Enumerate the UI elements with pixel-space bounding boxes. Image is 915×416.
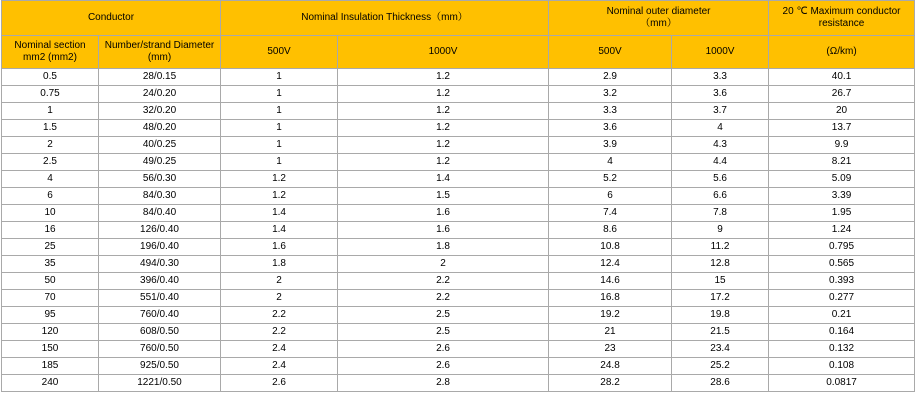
nominal-section-cell: 6 — [2, 188, 99, 205]
outer-diameter-1000v-cell: 21.5 — [672, 324, 769, 341]
outer-diameter-1000v-cell: 12.8 — [672, 256, 769, 273]
strand-diameter-cell: 28/0.15 — [99, 69, 221, 86]
strand-diameter-cell: 551/0.40 — [99, 290, 221, 307]
outer-diameter-1000v-cell: 17.2 — [672, 290, 769, 307]
nominal-section-cell: 70 — [2, 290, 99, 307]
outer-diameter-500v-cell: 16.8 — [549, 290, 672, 307]
strand-diameter-cell: 1221/0.50 — [99, 375, 221, 392]
insulation-500v-cell: 1 — [221, 69, 338, 86]
insulation-1000v-cell: 1.2 — [338, 154, 549, 171]
insulation-1000v-cell: 2.2 — [338, 290, 549, 307]
nominal-section-cell: 50 — [2, 273, 99, 290]
outer-diameter-500v-cell: 5.2 — [549, 171, 672, 188]
strand-diameter-cell: 40/0.25 — [99, 137, 221, 154]
nominal-section-cell: 4 — [2, 171, 99, 188]
nominal-section-cell: 0.5 — [2, 69, 99, 86]
resistance-header — [769, 1, 915, 36]
outer-diameter-500v-cell: 10.8 — [549, 239, 672, 256]
outer-diameter-1000v-cell: 28.6 — [672, 375, 769, 392]
table-row — [2, 154, 915, 171]
outer-diameter-500v-cell: 21 — [549, 324, 672, 341]
nominal-section-header-line1: Nominal section — [14, 40, 86, 51]
outer-diameter-1000v-cell: 11.2 — [672, 239, 769, 256]
strand-diameter-cell: 760/0.50 — [99, 341, 221, 358]
insulation-500v-cell: 1 — [221, 120, 338, 137]
strand-diameter-cell: 396/0.40 — [99, 273, 221, 290]
table-row — [2, 273, 915, 290]
nominal-section-cell: 16 — [2, 222, 99, 239]
outer-diameter-500v-cell: 23 — [549, 341, 672, 358]
insulation-500v-cell: 1 — [221, 137, 338, 154]
strand-diameter-cell: 48/0.20 — [99, 120, 221, 137]
table-row — [2, 120, 915, 137]
outer-diameter-1000v-cell: 3.7 — [672, 103, 769, 120]
nominal-section-cell: 1.5 — [2, 120, 99, 137]
table-row — [2, 171, 915, 188]
table-row — [2, 256, 915, 273]
table-row — [2, 324, 915, 341]
strand-diameter-cell: 196/0.40 — [99, 239, 221, 256]
resistance-cell: 1.95 — [769, 205, 915, 222]
strand-diameter-cell: 760/0.40 — [99, 307, 221, 324]
resistance-unit-header: (Ω/km) — [769, 36, 915, 69]
resistance-cell: 5.09 — [769, 171, 915, 188]
outer-diameter-500v-cell: 19.2 — [549, 307, 672, 324]
outer-diameter-500v-cell: 3.6 — [549, 120, 672, 137]
insulation-500v-header: 500V — [221, 36, 338, 69]
insulation-500v-cell: 2.2 — [221, 324, 338, 341]
conductor-header: Conductor — [2, 1, 221, 36]
table-row — [2, 375, 915, 392]
outer-diameter-500v-cell: 12.4 — [549, 256, 672, 273]
nominal-section-cell: 185 — [2, 358, 99, 375]
strand-diameter-cell: 56/0.30 — [99, 171, 221, 188]
insulation-500v-cell: 1 — [221, 103, 338, 120]
table-row — [2, 205, 915, 222]
table-row — [2, 290, 915, 307]
outer-diameter-500v-cell: 3.2 — [549, 86, 672, 103]
outer-diameter-1000v-cell: 4.4 — [672, 154, 769, 171]
insulation-1000v-cell: 1.8 — [338, 239, 549, 256]
outer-diameter-1000v-cell: 6.6 — [672, 188, 769, 205]
outer-diameter-500v-cell: 14.6 — [549, 273, 672, 290]
insulation-500v-cell: 1 — [221, 86, 338, 103]
resistance-cell: 0.0817 — [769, 375, 915, 392]
table-row — [2, 222, 915, 239]
resistance-cell: 0.565 — [769, 256, 915, 273]
outer-diameter-1000v-cell: 23.4 — [672, 341, 769, 358]
nominal-section-cell: 150 — [2, 341, 99, 358]
strand-diameter-header — [99, 36, 221, 69]
outer-diameter-500v-cell: 6 — [549, 188, 672, 205]
insulation-1000v-cell: 1.2 — [338, 103, 549, 120]
outer-diameter-1000v-cell: 9 — [672, 222, 769, 239]
nominal-section-cell: 240 — [2, 375, 99, 392]
strand-diameter-cell: 32/0.20 — [99, 103, 221, 120]
insulation-500v-cell: 1.2 — [221, 188, 338, 205]
outer-diameter-1000v-cell: 19.8 — [672, 307, 769, 324]
outer-diameter-1000v-cell: 5.6 — [672, 171, 769, 188]
resistance-cell: 20 — [769, 103, 915, 120]
outer-diameter-header — [549, 1, 769, 36]
strand-diameter-cell: 126/0.40 — [99, 222, 221, 239]
nominal-section-cell: 2 — [2, 137, 99, 154]
strand-diameter-cell: 49/0.25 — [99, 154, 221, 171]
insulation-1000v-cell: 2.2 — [338, 273, 549, 290]
resistance-cell: 1.24 — [769, 222, 915, 239]
insulation-500v-cell: 1.6 — [221, 239, 338, 256]
table-row — [2, 188, 915, 205]
outer-diameter-1000v-cell: 7.8 — [672, 205, 769, 222]
insulation-500v-cell: 1.8 — [221, 256, 338, 273]
nominal-section-header-line2: mm2 (mm2) — [23, 52, 77, 63]
table-header — [2, 1, 915, 69]
outer-diameter-header-line1: Nominal outer diameter — [606, 6, 711, 17]
strand-diameter-header-line1: Number/strand Diameter — [104, 40, 215, 51]
insulation-1000v-cell: 2 — [338, 256, 549, 273]
table-row — [2, 137, 915, 154]
nominal-section-cell: 1 — [2, 103, 99, 120]
strand-diameter-cell: 24/0.20 — [99, 86, 221, 103]
table-row — [2, 103, 915, 120]
nominal-section-header — [2, 36, 99, 69]
insulation-500v-cell: 1.4 — [221, 222, 338, 239]
insulation-thickness-header: Nominal Insulation Thickness（mm） — [221, 1, 549, 36]
strand-diameter-header-line2: (mm) — [147, 52, 172, 63]
table-row — [2, 307, 915, 324]
resistance-cell: 0.21 — [769, 307, 915, 324]
outer-diameter-1000v-header: 1000V — [672, 36, 769, 69]
insulation-1000v-cell: 1.5 — [338, 188, 549, 205]
strand-diameter-cell: 84/0.30 — [99, 188, 221, 205]
insulation-1000v-cell: 1.6 — [338, 205, 549, 222]
table-row — [2, 239, 915, 256]
table-row — [2, 86, 915, 103]
outer-diameter-1000v-cell: 4.3 — [672, 137, 769, 154]
outer-diameter-500v-header: 500V — [549, 36, 672, 69]
insulation-500v-cell: 1.4 — [221, 205, 338, 222]
nominal-section-cell: 120 — [2, 324, 99, 341]
resistance-cell: 0.795 — [769, 239, 915, 256]
outer-diameter-1000v-cell: 3.6 — [672, 86, 769, 103]
resistance-cell: 3.39 — [769, 188, 915, 205]
outer-diameter-1000v-cell: 15 — [672, 273, 769, 290]
insulation-500v-cell: 2.6 — [221, 375, 338, 392]
insulation-1000v-cell: 1.2 — [338, 120, 549, 137]
insulation-1000v-cell: 1.2 — [338, 69, 549, 86]
resistance-cell: 13.7 — [769, 120, 915, 137]
nominal-section-cell: 95 — [2, 307, 99, 324]
insulation-1000v-cell: 2.6 — [338, 341, 549, 358]
insulation-500v-cell: 2.2 — [221, 307, 338, 324]
table-row — [2, 69, 915, 86]
outer-diameter-500v-cell: 2.9 — [549, 69, 672, 86]
resistance-cell: 0.393 — [769, 273, 915, 290]
strand-diameter-cell: 84/0.40 — [99, 205, 221, 222]
cable-spec-table — [1, 0, 915, 392]
insulation-500v-cell: 2 — [221, 290, 338, 307]
insulation-1000v-cell: 2.5 — [338, 307, 549, 324]
nominal-section-cell: 2.5 — [2, 154, 99, 171]
insulation-1000v-cell: 1.2 — [338, 86, 549, 103]
strand-diameter-cell: 608/0.50 — [99, 324, 221, 341]
insulation-500v-cell: 2.4 — [221, 341, 338, 358]
strand-diameter-cell: 925/0.50 — [99, 358, 221, 375]
table-body — [2, 69, 915, 392]
resistance-cell: 0.164 — [769, 324, 915, 341]
outer-diameter-500v-cell: 3.3 — [549, 103, 672, 120]
insulation-1000v-header: 1000V — [338, 36, 549, 69]
insulation-500v-cell: 1 — [221, 154, 338, 171]
outer-diameter-500v-cell: 3.9 — [549, 137, 672, 154]
insulation-500v-cell: 2 — [221, 273, 338, 290]
insulation-1000v-cell: 1.6 — [338, 222, 549, 239]
outer-diameter-header-line2: （mm） — [640, 18, 677, 29]
insulation-500v-cell: 1.2 — [221, 171, 338, 188]
outer-diameter-1000v-cell: 25.2 — [672, 358, 769, 375]
resistance-cell: 40.1 — [769, 69, 915, 86]
resistance-cell: 9.9 — [769, 137, 915, 154]
outer-diameter-500v-cell: 7.4 — [549, 205, 672, 222]
resistance-cell: 0.132 — [769, 341, 915, 358]
table-row — [2, 341, 915, 358]
resistance-header-line1: 20 ℃ Maximum conductor — [782, 6, 901, 17]
nominal-section-cell: 25 — [2, 239, 99, 256]
insulation-1000v-cell: 2.6 — [338, 358, 549, 375]
resistance-cell: 0.108 — [769, 358, 915, 375]
resistance-header-line2: resistance — [818, 18, 865, 29]
strand-diameter-cell: 494/0.30 — [99, 256, 221, 273]
outer-diameter-1000v-cell: 3.3 — [672, 69, 769, 86]
insulation-500v-cell: 2.4 — [221, 358, 338, 375]
insulation-1000v-cell: 2.8 — [338, 375, 549, 392]
outer-diameter-500v-cell: 24.8 — [549, 358, 672, 375]
resistance-cell: 26.7 — [769, 86, 915, 103]
resistance-cell: 0.277 — [769, 290, 915, 307]
outer-diameter-500v-cell: 4 — [549, 154, 672, 171]
insulation-1000v-cell: 1.4 — [338, 171, 549, 188]
outer-diameter-500v-cell: 28.2 — [549, 375, 672, 392]
insulation-1000v-cell: 2.5 — [338, 324, 549, 341]
resistance-cell: 8.21 — [769, 154, 915, 171]
nominal-section-cell: 0.75 — [2, 86, 99, 103]
insulation-1000v-cell: 1.2 — [338, 137, 549, 154]
nominal-section-cell: 35 — [2, 256, 99, 273]
table-row — [2, 358, 915, 375]
outer-diameter-500v-cell: 8.6 — [549, 222, 672, 239]
nominal-section-cell: 10 — [2, 205, 99, 222]
outer-diameter-1000v-cell: 4 — [672, 120, 769, 137]
